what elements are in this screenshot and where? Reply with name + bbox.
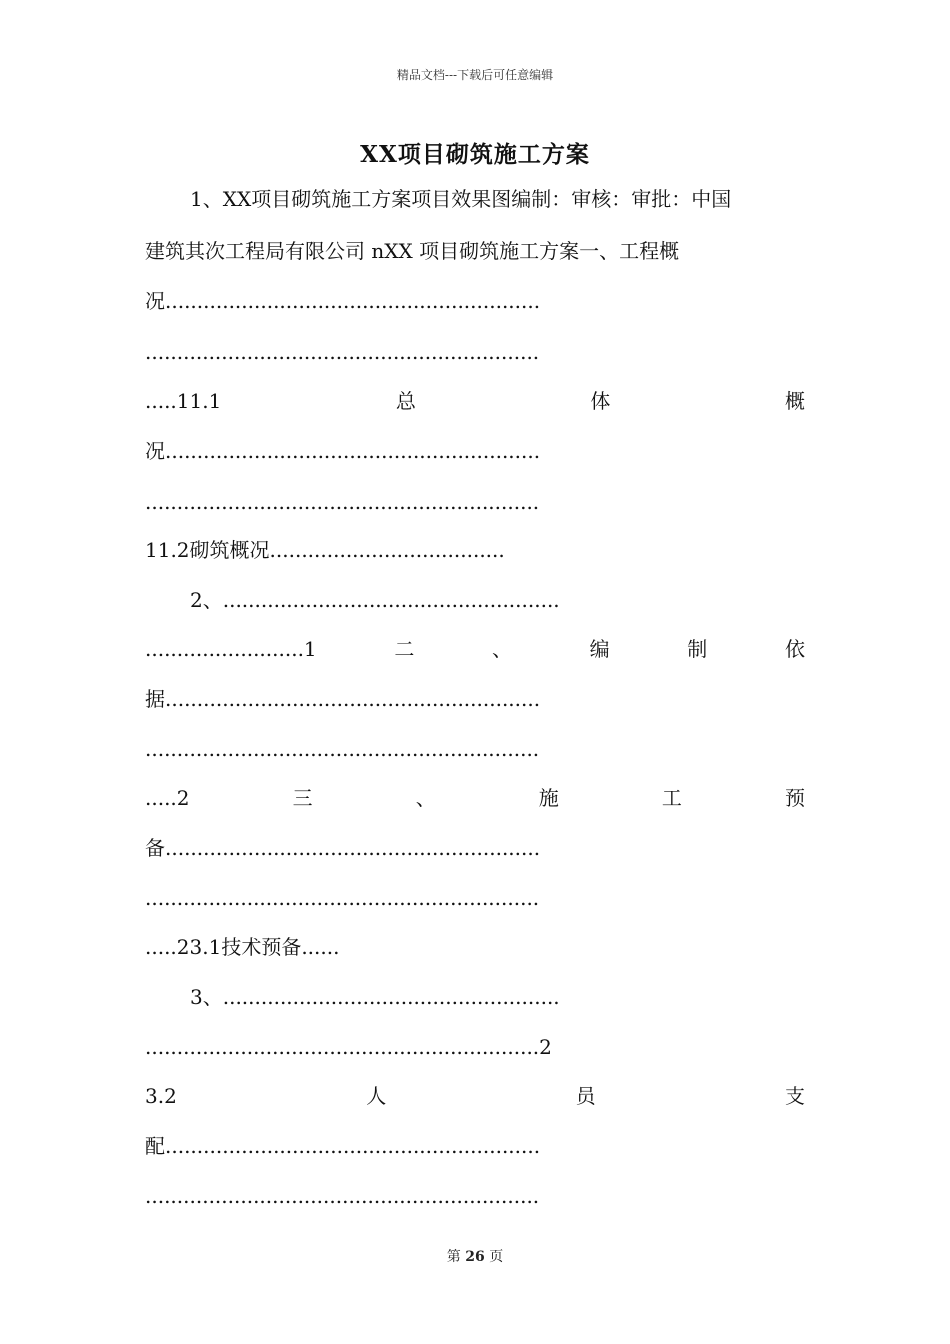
toc-segment: 工 [661,786,682,810]
toc-segment: 人 [366,1084,387,1108]
toc-line-21: .............................................................. [145,1184,540,1208]
toc-line-17: 3、..................................................... [190,985,560,1009]
text-line-1: 1、XX项目砌筑施工方案项目效果图编制：审核：审批：中国 [190,187,732,211]
toc-segment: 、 [415,786,436,810]
toc-segment: 依 [784,637,805,661]
toc-segment: 总 [395,389,416,413]
toc-segment: 3.2 [145,1084,177,1108]
page-number: 26 [465,1249,485,1265]
toc-line-10 [145,634,805,664]
toc-line-15: .............................................................. [145,886,540,910]
toc-line-3: 况........................................................... [145,289,541,313]
toc-line-11: 据........................................................... [145,687,541,711]
toc-segment: .........................1 [145,637,317,661]
toc-line-4: .............................................................. [145,340,540,364]
toc-line-13 [145,783,805,813]
toc-segment: 编 [589,637,610,661]
toc-segment: 体 [590,389,611,413]
toc-line-14: 备........................................................... [145,836,541,860]
text-line-2: 建筑其次工程局有限公司 nXX 项目砌筑施工方案一、工程概 [145,239,680,263]
toc-segment: 二 [394,637,415,661]
toc-segment: 制 [687,637,708,661]
toc-segment: 三 [292,786,313,810]
toc-segment: 概 [784,389,805,413]
toc-line-6: 况........................................................... [145,439,541,463]
toc-line-19 [145,1081,805,1111]
toc-line-7: .............................................................. [145,490,540,514]
page-number-prefix: 第 [446,1249,461,1265]
toc-segment: 预 [784,786,805,810]
toc-line-5 [145,386,805,416]
toc-segment: .....2 [145,786,190,810]
toc-line-16: .....23.1技术预备...... [145,935,340,959]
toc-segment: 支 [784,1084,805,1108]
toc-line-8: 11.2砌筑概况..................................... [145,538,505,562]
toc-line-20: 配........................................................... [145,1134,541,1158]
toc-segment: 、 [491,637,512,661]
page-number-suffix: 页 [489,1249,504,1265]
document-title: XX项目砌筑施工方案 [360,141,590,168]
page-footer [0,1246,950,1266]
page-header: 精品文档---下载后可任意编辑 [396,68,554,82]
toc-line-18: ..............................................................2 [145,1035,552,1059]
toc-segment: 施 [538,786,559,810]
toc-line-9: 2、..................................................... [190,588,560,612]
toc-line-12: .............................................................. [145,737,540,761]
toc-segment: .....11.1 [145,389,222,413]
toc-segment: 员 [575,1084,596,1108]
